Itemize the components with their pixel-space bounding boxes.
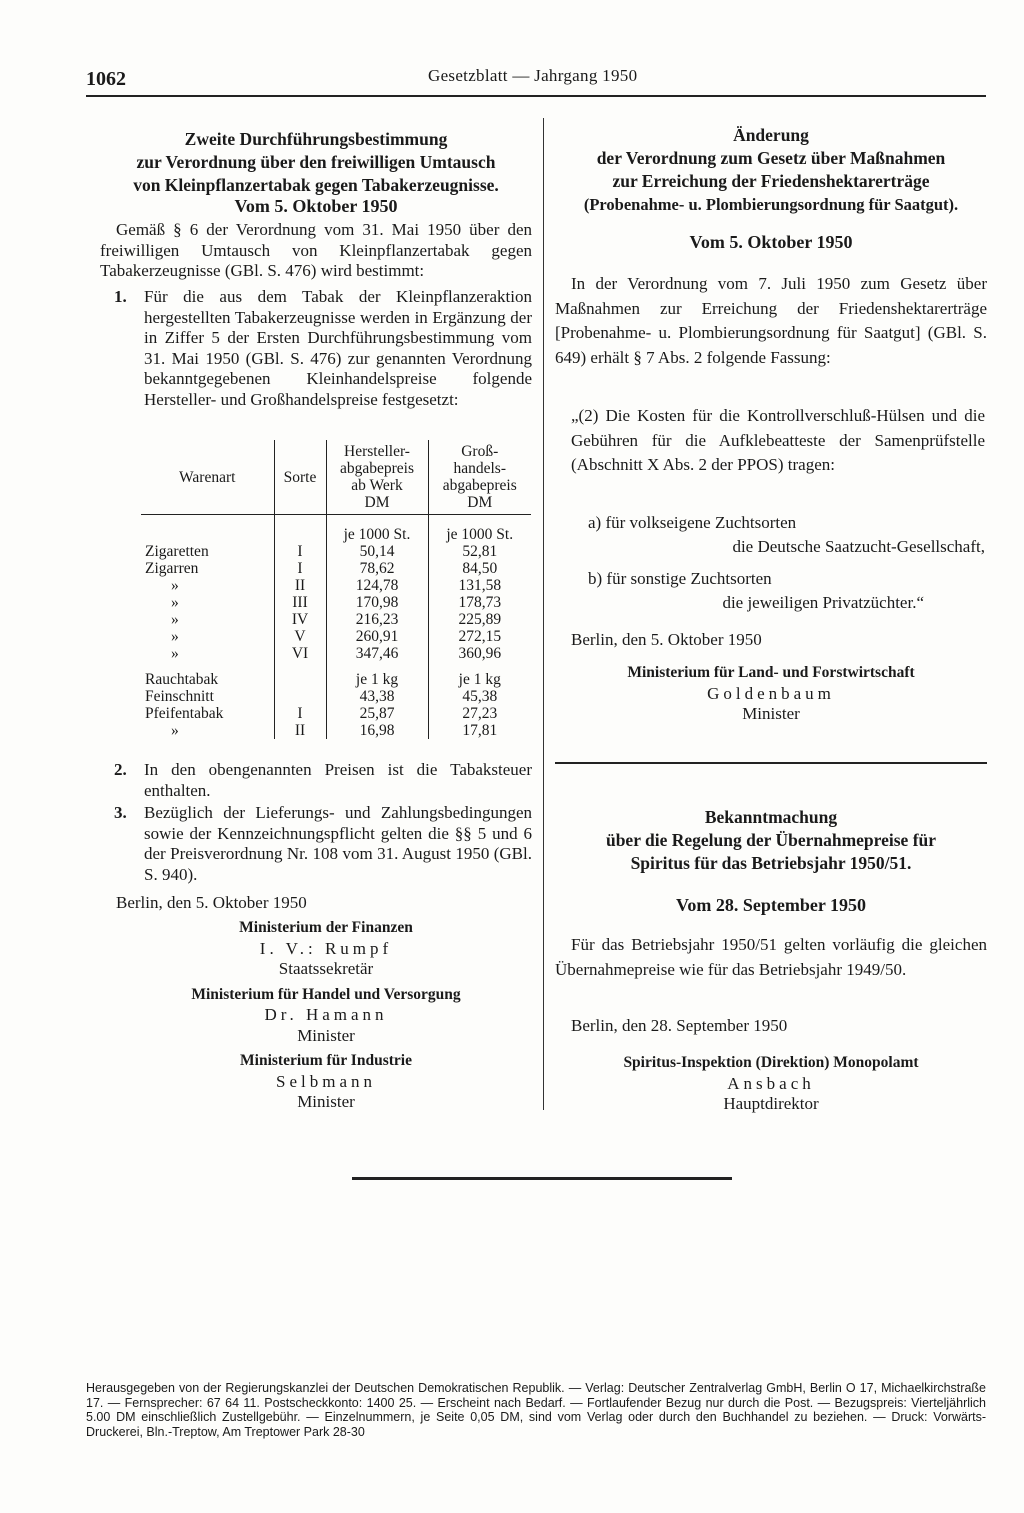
cell: je 1 kg — [428, 662, 531, 688]
right1-title-line: der Verordnung zum Gesetz über Maßnahmen — [596, 148, 946, 168]
header-line: DM — [467, 494, 493, 511]
right2-place-date: Berlin, den 28. September 1950 — [571, 1016, 788, 1035]
left-item-2 — [114, 760, 532, 801]
sig-role: Minister — [297, 1092, 355, 1111]
cell: 131,58 — [428, 577, 531, 594]
end-rule — [352, 1177, 732, 1180]
cell: » — [171, 722, 179, 739]
left-intro: Gemäß § 6 der Verordnung vom 31. Mai 1950 über den freiwilligen Umtausch von Kleinpflanzertabak gegen Tabakerzeugnisse (GBl. S. 476) wird bestimmt: — [100, 220, 532, 280]
cell: 27,23 — [428, 705, 531, 722]
sig-ministry: Ministerium für Land- und Forstwirtschaft — [627, 664, 915, 681]
sig-authority: Spiritus-Inspektion (Direktion) Monopolamt — [623, 1054, 919, 1071]
col-header: Warenart — [141, 440, 274, 515]
cell: V — [274, 628, 326, 645]
cell: Zigarren — [145, 560, 199, 577]
right1-intro: In der Verordnung vom 7. Juli 1950 zum Gesetz über Maßnahmen zur Erreichung der Friedenshektarerträge [Probenahme- u. Plombierungsordnung für Saatgut] (GBl. S. 649) erhält § 7 Abs. 2 folgende Fassung: — [555, 274, 987, 367]
cell — [274, 515, 326, 544]
table-row — [141, 543, 531, 560]
table-row — [141, 645, 531, 662]
right2-title — [555, 806, 987, 875]
left-date: Vom 5. Oktober 1950 — [234, 196, 398, 216]
sig-role: Minister — [297, 1025, 355, 1045]
header-line: abgabepreis — [339, 460, 415, 477]
cell: 124,78 — [326, 577, 428, 594]
left-item-3 — [114, 803, 532, 885]
cell: Zigaretten — [145, 543, 209, 560]
col-header — [428, 440, 531, 515]
left-place-date: Berlin, den 5. Oktober 1950 — [116, 893, 307, 912]
sig-name: Goldenbaum — [707, 683, 835, 703]
section-rule — [555, 762, 987, 764]
header-line: abgabepreis — [442, 477, 517, 494]
cell: Rauchtabak — [145, 671, 219, 688]
left-title-line: zur Verordnung über den freiwilligen Umtausch — [136, 152, 496, 172]
page-number: 1062 — [86, 68, 126, 90]
table-row — [141, 705, 531, 722]
right1-title-line: Änderung — [733, 125, 809, 145]
item-number: 2. — [114, 760, 127, 779]
sig-ministry: Ministerium für Industrie — [240, 1052, 412, 1069]
right1-date: Vom 5. Oktober 1950 — [689, 232, 853, 252]
cell: 43,38 — [326, 688, 428, 705]
cell: 170,98 — [326, 594, 428, 611]
right1-place-date: Berlin, den 5. Oktober 1950 — [571, 630, 762, 649]
cell — [274, 662, 326, 688]
cell: je 1 kg — [326, 662, 428, 688]
imprint-footer: Herausgegeben von der Regierungskanzlei der Deutschen Demokratischen Republik. — Verlag: Deutscher Zentralverlag GmbH, Berlin O 17, Michaelkirchstraße 17. — Fernsprecher: 67 64 11. Postscheckkonto: 1400 25. — Erscheint nach Bedarf. — Fortlaufender Bezug nur durch die Post. — Bezugspreis: Vierteljährlich 5.00 DM einschließlich Zustellgebühr. — Einzelnummern, je Seite 0,05 DM, sind vom Verlag oder durch den Buchhandel zu beziehen. — Druck: Vorwärts-Druckerei, Bln.-Treptow, Am Treptower Park 28-30 — [86, 1381, 986, 1439]
header-line: Hersteller- — [344, 443, 410, 460]
table-row — [141, 688, 531, 705]
cell: » — [171, 611, 179, 628]
left-title — [100, 128, 532, 197]
cell: 78,62 — [326, 560, 428, 577]
right2-title-line: Spiritus für das Betriebsjahr 1950/51. — [630, 853, 912, 873]
cell: » — [171, 628, 179, 645]
right1-b-line: b) für sonstige Zuchtsorten — [588, 569, 772, 588]
cell: 272,15 — [428, 628, 531, 645]
price-table-wrap — [141, 440, 531, 739]
left-title-line: von Kleinpflanzertabak gegen Tabakerzeugnisse. — [133, 175, 499, 195]
right1-a-line: a) für volkseigene Zuchtsorten — [588, 513, 797, 532]
table-row — [141, 515, 531, 544]
cell: 84,50 — [428, 560, 531, 577]
col-header — [326, 440, 428, 515]
cell: je 1000 St. — [326, 515, 428, 544]
sig-ministry: Ministerium der Finanzen — [239, 919, 413, 936]
cell: Pfeifentabak — [145, 705, 224, 722]
sig-name: I. V.: Rumpf — [259, 938, 393, 958]
header-line: ab Werk — [351, 477, 403, 494]
cell: 45,38 — [428, 688, 531, 705]
sig-name: Dr. Hamann — [264, 1005, 388, 1024]
table-row — [141, 560, 531, 577]
column-divider — [543, 118, 544, 1110]
table-header-row — [141, 440, 531, 515]
cell: 50,14 — [326, 543, 428, 560]
header-line: DM — [364, 494, 390, 511]
cell: 25,87 — [326, 705, 428, 722]
right1-title — [555, 124, 987, 216]
right1-title-line: (Probenahme- u. Plombierungsordnung für Saatgut). — [583, 195, 959, 214]
cell: 16,98 — [326, 722, 428, 739]
cell — [141, 515, 274, 544]
cell: je 1000 St. — [428, 515, 531, 544]
left-signatures — [112, 918, 540, 1113]
right2-title-line: Bekanntmachung — [704, 807, 838, 827]
sig-role: Staatssekretär — [278, 959, 374, 978]
cell: I — [274, 560, 326, 577]
right1-b-value: die jeweiligen Privatzüchter.“ — [722, 593, 924, 612]
item-number: 1. — [114, 287, 127, 306]
table-body-cigarettes — [141, 543, 531, 662]
table-row — [141, 594, 531, 611]
right2-signature — [555, 1053, 987, 1115]
sig-name: Ansbach — [727, 1073, 815, 1093]
cell: II — [274, 577, 326, 594]
cell: 216,23 — [326, 611, 428, 628]
sig-role: Hauptdirektor — [723, 1094, 819, 1113]
item-text: Für die aus dem Tabak der Kleinpflanzeraktion hergestellten Tabakerzeugnisse werden in Ergänzung der in Ziffer 5 der Ersten Durchführungsbestimmung vom 31. Mai 1950 (GBl. S. 476) zur genannten Verordnung bekanntgegebenen Kleinhandelspreise folgende Hersteller- und Großhandelspreise festgesetzt: — [144, 287, 532, 409]
cell: I — [274, 543, 326, 560]
right1-quote: „(2) Die Kosten für die Kontrollverschluß-Hülsen und die Gebühren für die Aufklebeatteste der Samenprüfstelle (Abschnitt X Abs. 2 der PPOS) tragen: — [571, 406, 985, 474]
table-row — [141, 628, 531, 645]
table-row — [141, 662, 531, 688]
table-row — [141, 722, 531, 739]
cell: 260,91 — [326, 628, 428, 645]
sig-ministry: Ministerium für Handel und Versorgung — [191, 985, 461, 1003]
right1-title-line: zur Erreichung der Friedenshektarerträge — [612, 171, 930, 191]
cell: VI — [274, 645, 326, 662]
table-body-tobacco — [141, 688, 531, 739]
header-rule — [86, 95, 986, 97]
right1-signature — [555, 663, 987, 725]
cell: I — [274, 705, 326, 722]
cell — [274, 688, 326, 705]
gazette-title: Gesetzblatt — Jahrgang 1950 — [428, 66, 638, 85]
cell: IV — [274, 611, 326, 628]
cell: II — [274, 722, 326, 739]
cell: » — [171, 577, 179, 594]
header-line: handels- — [453, 460, 506, 477]
table-row — [141, 611, 531, 628]
sig-name: Selbmann — [276, 1071, 376, 1091]
cell: III — [274, 594, 326, 611]
header-line: Groß- — [461, 443, 499, 460]
cell: » — [171, 594, 179, 611]
cell: 225,89 — [428, 611, 531, 628]
cell: » — [171, 645, 179, 662]
left-title-line: Zweite Durchführungsbestimmung — [184, 129, 448, 149]
right2-text: Für das Betriebsjahr 1950/51 gelten vorläufig die gleichen Übernahmepreise wie für das Betriebsjahr 1949/50. — [555, 935, 987, 979]
cell: Feinschnitt — [145, 688, 214, 705]
cell: 347,46 — [326, 645, 428, 662]
col-header: Sorte — [274, 440, 326, 515]
item-text: In den obengenannten Preisen ist die Tabaksteuer enthalten. — [144, 760, 532, 800]
right2-title-line: über die Regelung der Übernahmepreise für — [605, 830, 937, 850]
cell: 178,73 — [428, 594, 531, 611]
left-item-1 — [114, 287, 532, 410]
cell: 360,96 — [428, 645, 531, 662]
table-row — [141, 577, 531, 594]
sig-role: Minister — [742, 704, 800, 723]
item-text: Bezüglich der Lieferungs- und Zahlungsbedingungen sowie der Kennzeichnungspflicht gelten die §§ 5 und 6 der Preisverordnung Nr. 108 vom 31. August 1950 (GBl. S. 940). — [144, 803, 532, 884]
right1-a-value: die Deutsche Saatzucht-Gesellschaft, — [732, 537, 985, 556]
right2-date: Vom 28. September 1950 — [676, 895, 866, 915]
cell: 52,81 — [428, 543, 531, 560]
price-table — [141, 440, 531, 739]
cell: 17,81 — [428, 722, 531, 739]
item-number: 3. — [114, 803, 127, 822]
